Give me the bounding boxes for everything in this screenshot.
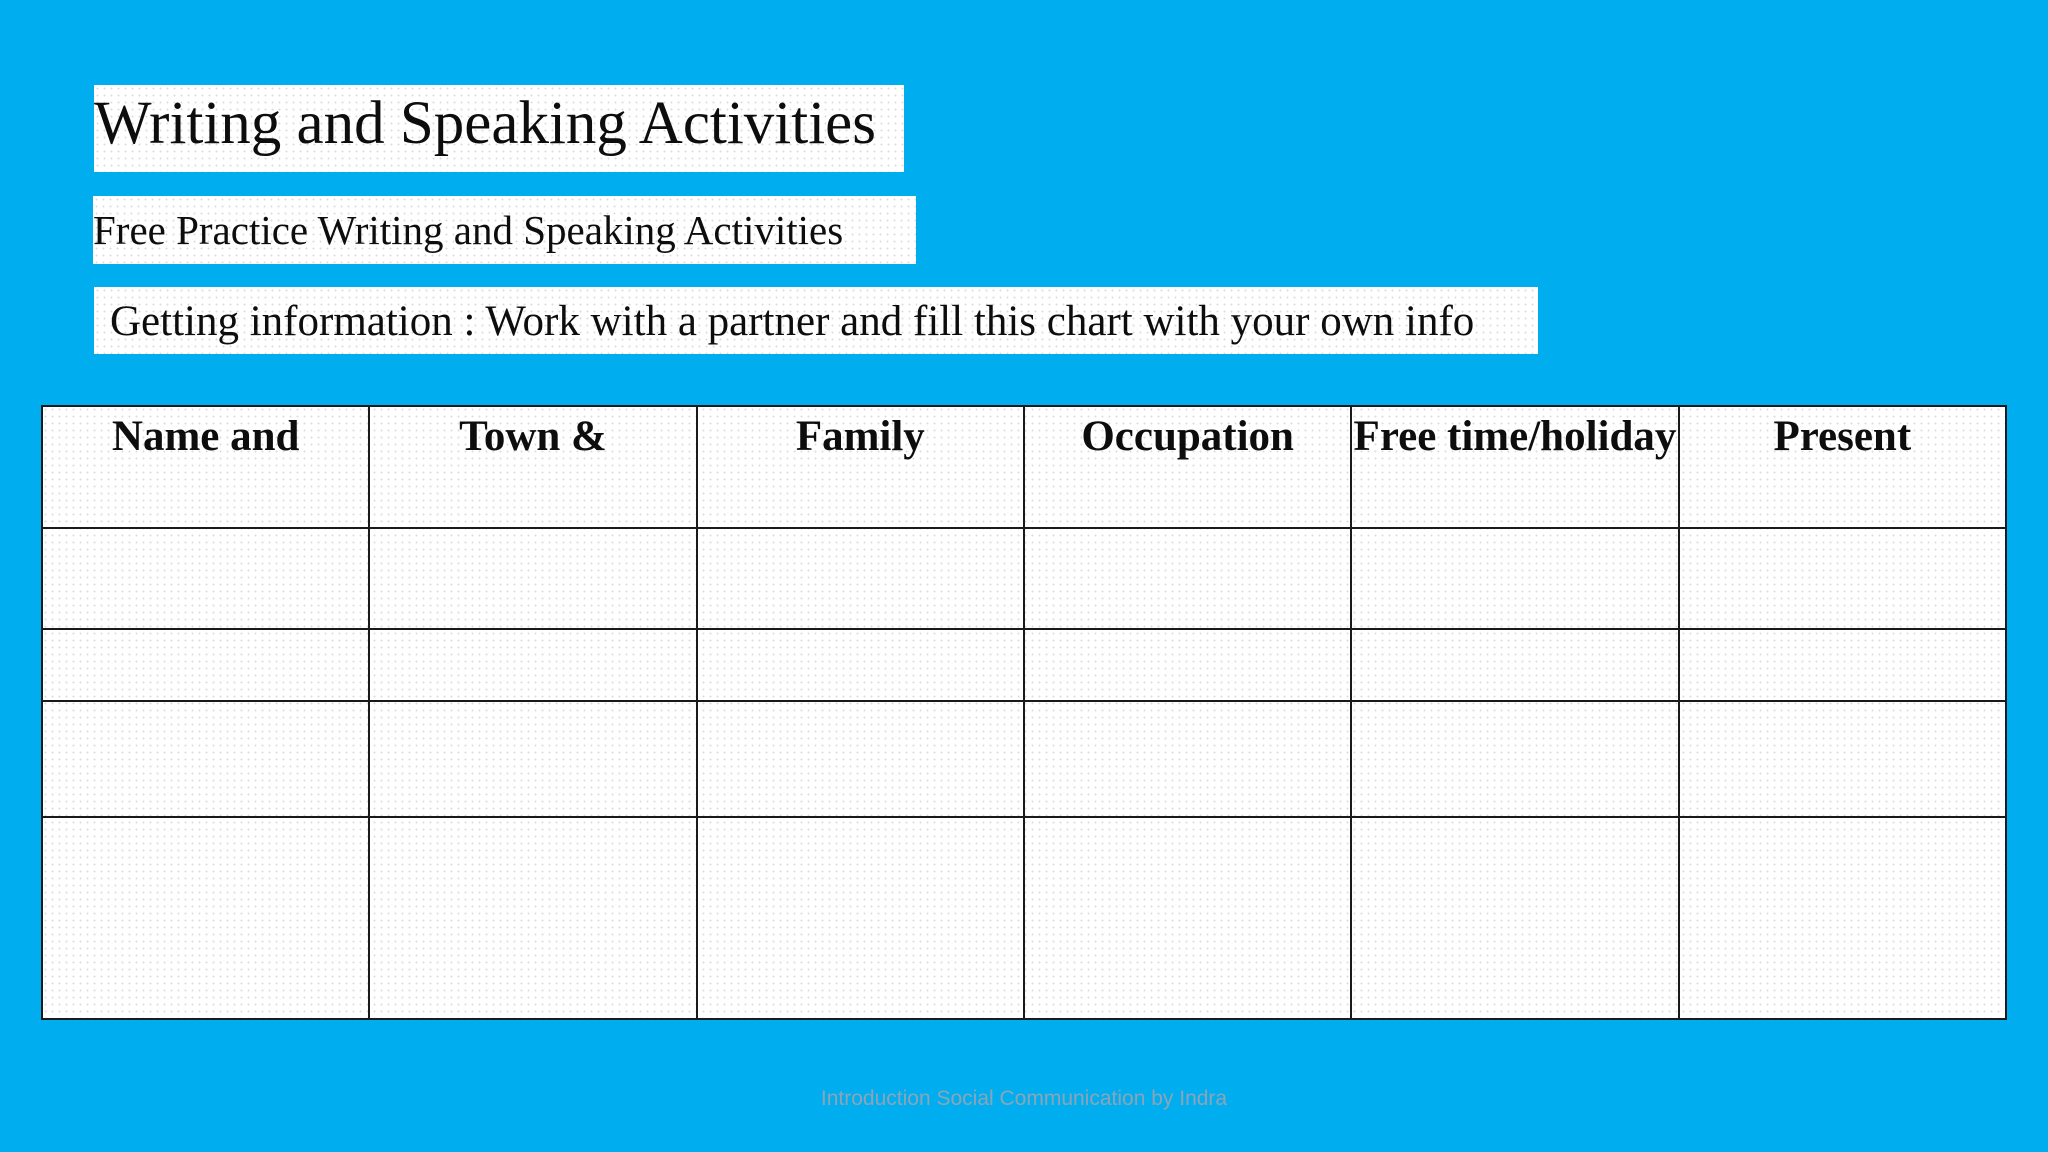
table-cell[interactable] (697, 528, 1024, 629)
slide-footer: Introduction Social Communication by Indra (820, 1087, 1228, 1110)
table-row (42, 701, 2006, 817)
table-cell[interactable] (1679, 817, 2006, 1019)
table-cell[interactable] (369, 817, 696, 1019)
header-town: Town & (369, 406, 696, 528)
table-cell[interactable] (1024, 629, 1351, 701)
header-occupation: Occupation (1024, 406, 1351, 528)
instruction-text: Getting information : Work with a partner and fill this chart with your own info (110, 298, 1475, 345)
table-cell[interactable] (1351, 817, 1678, 1019)
table-cell[interactable] (1351, 528, 1678, 629)
table-cell[interactable] (369, 528, 696, 629)
table-cell[interactable] (1679, 629, 2006, 701)
table-row (42, 817, 2006, 1019)
table-cell[interactable] (697, 701, 1024, 817)
table-row (42, 528, 2006, 629)
table-cell[interactable] (42, 817, 369, 1019)
header-family: Family (697, 406, 1024, 528)
table-header-row (42, 406, 2006, 528)
table-cell[interactable] (1024, 528, 1351, 629)
table-cell[interactable] (697, 817, 1024, 1019)
table-cell[interactable] (369, 701, 696, 817)
header-name-and: Name and (42, 406, 369, 528)
info-chart-table (41, 405, 2007, 1020)
table-cell[interactable] (42, 629, 369, 701)
table-cell[interactable] (1679, 528, 2006, 629)
header-free-time-holiday: Free time/holiday (1351, 406, 1678, 528)
table-row (42, 629, 2006, 701)
slide-subtitle: Free Practice Writing and Speaking Activities (93, 196, 916, 264)
table-cell[interactable] (1679, 701, 2006, 817)
table-cell[interactable] (1024, 817, 1351, 1019)
header-present: Present (1679, 406, 2006, 528)
table-cell[interactable] (42, 528, 369, 629)
slide-title: Writing and Speaking Activities (94, 85, 904, 172)
table-cell[interactable] (369, 629, 696, 701)
table-cell[interactable] (1024, 701, 1351, 817)
table-cell[interactable] (697, 629, 1024, 701)
table-cell[interactable] (1351, 629, 1678, 701)
table-cell[interactable] (1351, 701, 1678, 817)
table-cell[interactable] (42, 701, 369, 817)
